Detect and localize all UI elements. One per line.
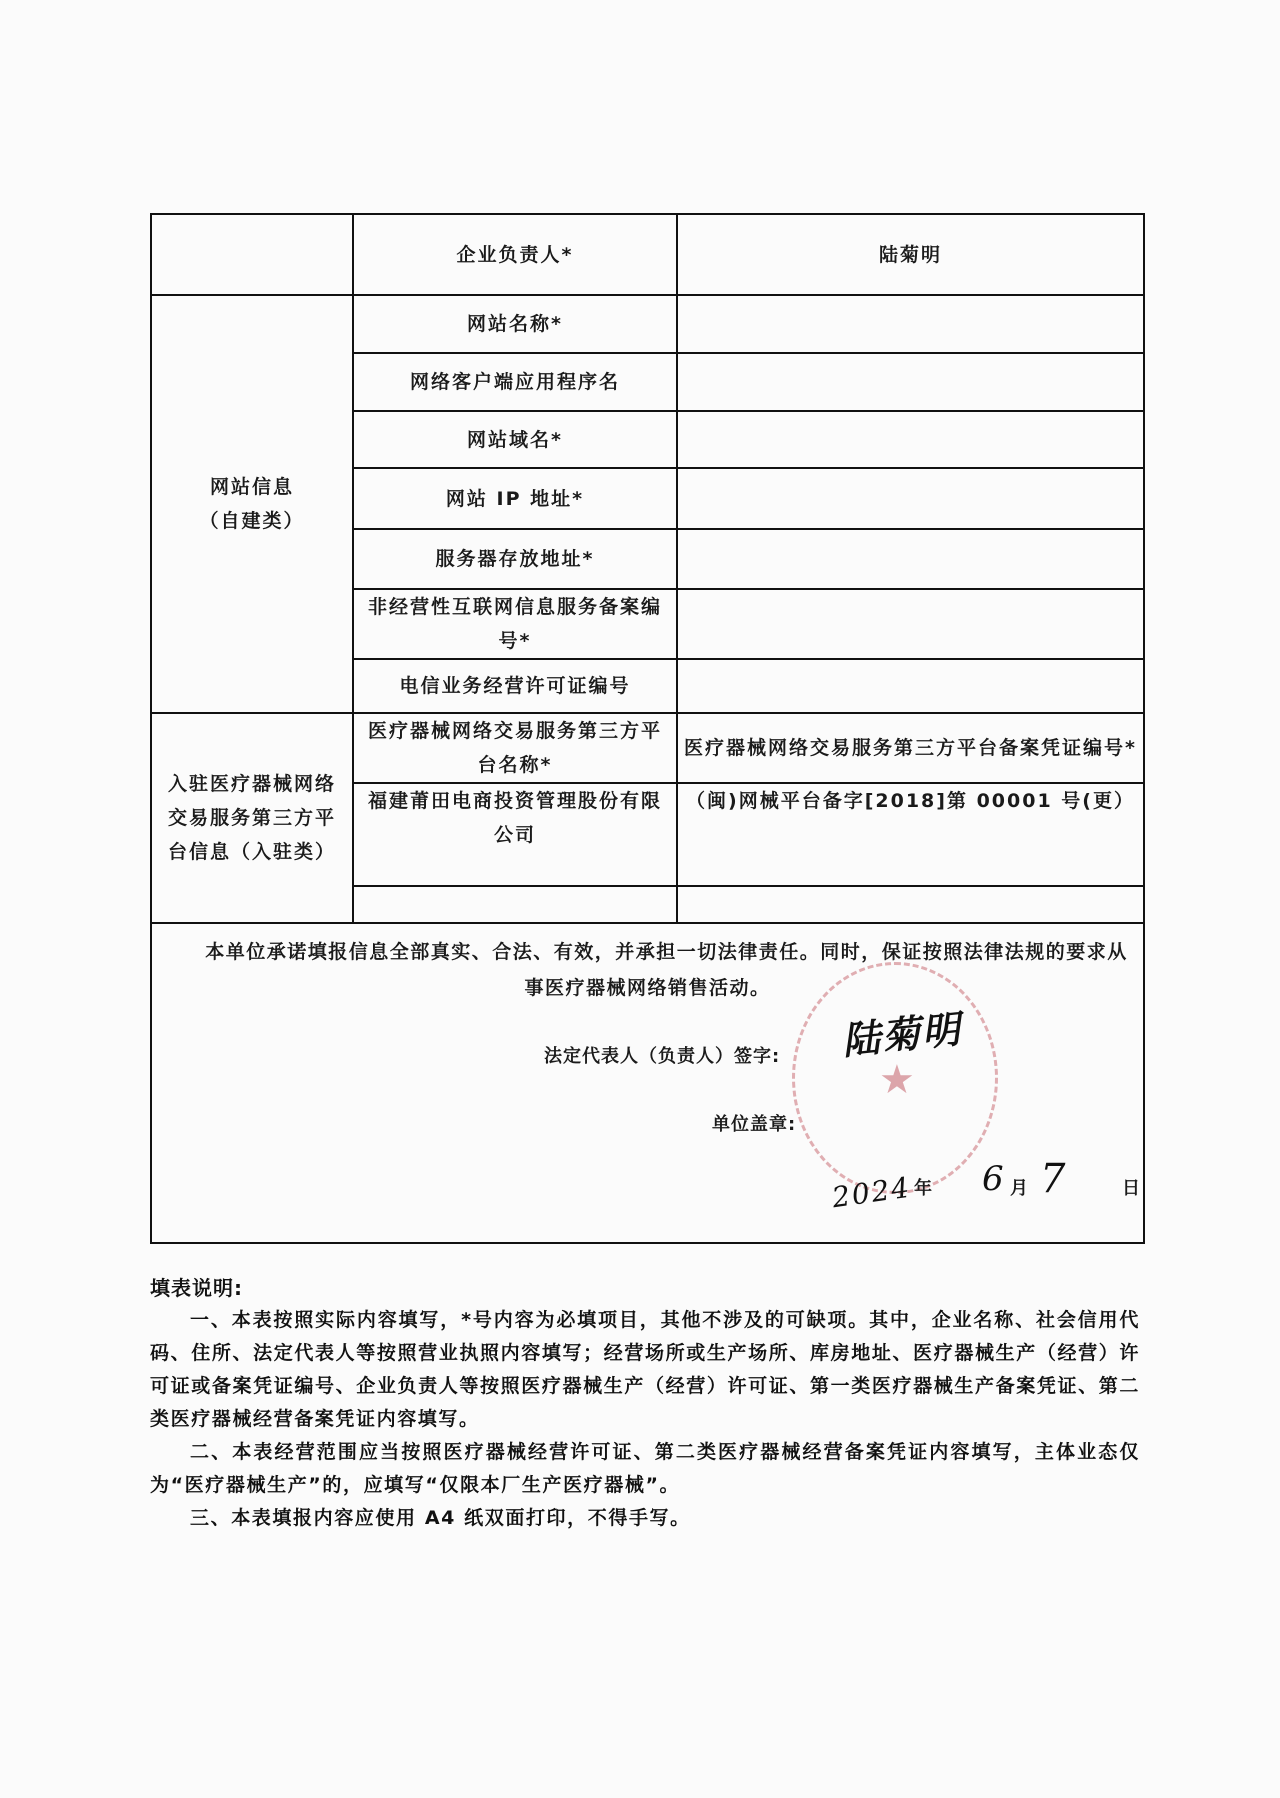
commitment-cell <box>151 923 1144 1243</box>
field-label: 服务器存放地址* <box>353 529 677 589</box>
table-row-platform-header <box>151 713 1144 783</box>
date-day: 7 <box>1040 1156 1068 1202</box>
table-row <box>151 295 1144 353</box>
company-seal-stamp <box>792 962 998 1194</box>
field-value <box>677 468 1144 529</box>
instruction-item: 二、本表经营范围应当按照医疗器械经营许可证、第二类医疗器械经营备案凭证内容填写，主体业态仅为“医疗器械生产”的，应填写“仅限本厂生产医疗器械”。 <box>150 1441 1140 1496</box>
field-value <box>677 659 1144 713</box>
date-day-label: 日 <box>1122 1178 1142 1199</box>
platform-record-value: （闽)网械平台备字[2018]第 00001 号(更） <box>677 783 1144 886</box>
date-year-label: 年 <box>914 1178 934 1199</box>
field-value <box>677 295 1144 353</box>
field-value <box>677 529 1144 589</box>
section-title-line: （自建类） <box>199 510 305 532</box>
field-label: 网站域名* <box>353 411 677 468</box>
field-label: 网络客户端应用程序名 <box>353 353 677 411</box>
platform-record-value <box>677 886 1144 923</box>
table-row-responsible-person <box>151 214 1144 295</box>
column-header-platform-record: 医疗器械网络交易服务第三方平台备案凭证编号* <box>677 713 1144 783</box>
form-instructions <box>150 1272 1140 1535</box>
empty-section-cell <box>151 214 353 295</box>
field-value <box>677 353 1144 411</box>
field-label: 非经营性互联网信息服务备案编号* <box>353 589 677 659</box>
platform-name-value: 福建莆田电商投资管理股份有限公司 <box>353 783 677 886</box>
section-title-website <box>151 295 353 713</box>
seal-label: 单位盖章: <box>712 1114 797 1135</box>
date-year: 2024 <box>830 1170 914 1215</box>
field-label: 企业负责人* <box>353 214 677 295</box>
commitment-statement: 本单位承诺填报信息全部真实、合法、有效，并承担一切法律责任。同时，保证按照法律法规的要求从事医疗器械网络销售活动。 <box>205 941 1128 999</box>
registration-form-table <box>150 213 1145 1244</box>
handwritten-signature: 陆菊明 <box>839 1005 964 1064</box>
signature-label: 法定代表人（负责人）签字: <box>544 1046 781 1067</box>
date-month: 6 <box>982 1159 1006 1199</box>
field-value <box>677 589 1144 659</box>
column-header-platform-name: 医疗器械网络交易服务第三方平台名称* <box>353 713 677 783</box>
section-title-line: 网站信息 <box>209 476 294 498</box>
field-label: 网站名称* <box>353 295 677 353</box>
field-label: 电信业务经营许可证编号 <box>353 659 677 713</box>
date-month-label: 月 <box>1010 1178 1030 1199</box>
section-title-platform: 入驻医疗器械网络交易服务第三方平台信息（入驻类） <box>151 713 353 923</box>
instructions-title: 填表说明: <box>150 1276 243 1300</box>
field-value <box>677 411 1144 468</box>
seal-star-icon: ★ <box>879 1057 917 1103</box>
instruction-item: 一、本表按照实际内容填写，*号内容为必填项目，其他不涉及的可缺项。其中，企业名称、社会信用代码、住所、法定代表人等按照营业执照内容填写；经营场所或生产场所、库房地址、医疗器械生产（经营）许可证或备案凭证编号、企业负责人等按照医疗器械生产（经营）许可证、第一类医疗器械生产备案凭证、第二类医疗器械经营备案凭证内容填写。 <box>150 1309 1140 1430</box>
field-label: 网站 IP 地址* <box>353 468 677 529</box>
instruction-item: 三、本表填报内容应使用 A4 纸双面打印，不得手写。 <box>190 1507 691 1529</box>
platform-name-value <box>353 886 677 923</box>
table-row-commitment <box>151 923 1144 1243</box>
field-value-responsible-person: 陆菊明 <box>677 214 1144 295</box>
